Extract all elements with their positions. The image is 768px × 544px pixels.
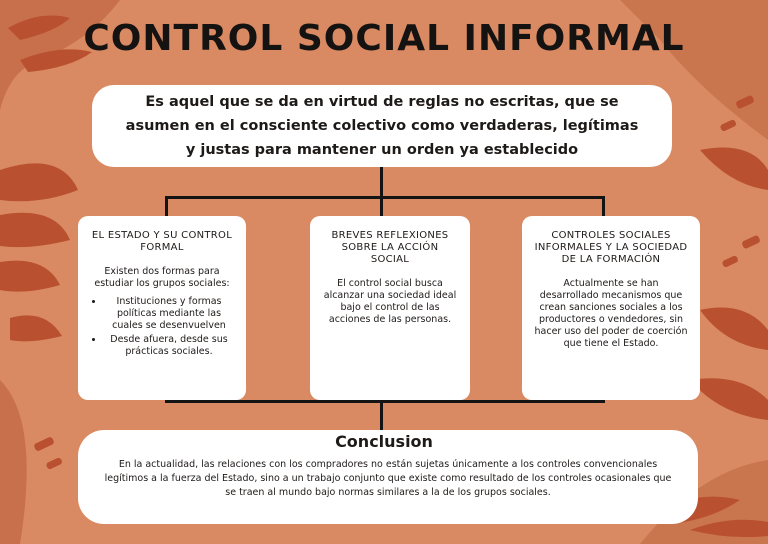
column-heading: CONTROLES SOCIALES INFORMALES Y LA SOCIEDAD DE LA FORMACIÓN [534,230,688,265]
definition-text: Es aquel que se da en virtud de reglas no escritas, que se asumen en el consciente colectivo como verdaderas, legítimas y justas para mantener un orden ya establecido [125,94,639,158]
connector-vertical-bottom [380,400,383,432]
connector-left-drop [165,196,168,218]
connector-horizontal-top [165,196,605,199]
conclusion-text: En la actualidad, las relaciones con los compradores no están sujetas únicamente a los controles convencionales legítimos a la fuerza del Estado, sino a un trabajo conjunto que existe como resultado de los controles ocasionales que se traen al mundo bajo normas similares a la de los grupos sociales. [104,459,672,498]
column-controles-informales [522,216,700,400]
page-title: CONTROL SOCIAL INFORMAL [83,18,685,59]
connector-horizontal-bottom [165,400,605,403]
connector-center-drop [380,196,383,218]
connector-right-drop [602,196,605,218]
conclusion-title: Conclusion [335,432,433,451]
list-item: • Instituciones y formas políticas mediante las cuales se desenvuelven [104,296,234,332]
column-reflexiones-accion-social [310,216,470,400]
column-intro: Existen dos formas para estudiar los grupos sociales: [94,266,230,289]
column-body: Actualmente se han desarrollado mecanismos que crean sanciones sociales a los productores o vendedores, sin hacer uso del poder de coerción que tiene el Estado. [534,278,688,349]
column-body: El control social busca alcanzar una sociedad ideal bajo el control de las acciones de las personas. [323,278,457,325]
column-estado-control-formal [78,216,246,400]
column-heading: EL ESTADO Y SU CONTROL FORMAL [91,230,233,253]
list-item: • Desde afuera, desde sus prácticas sociales. [104,334,234,358]
bullet-list [90,296,234,358]
connector-vertical-top [380,167,383,197]
definition-box [92,85,672,167]
column-heading: BREVES REFLEXIONES SOBRE LA ACCIÓN SOCIAL [331,230,449,265]
